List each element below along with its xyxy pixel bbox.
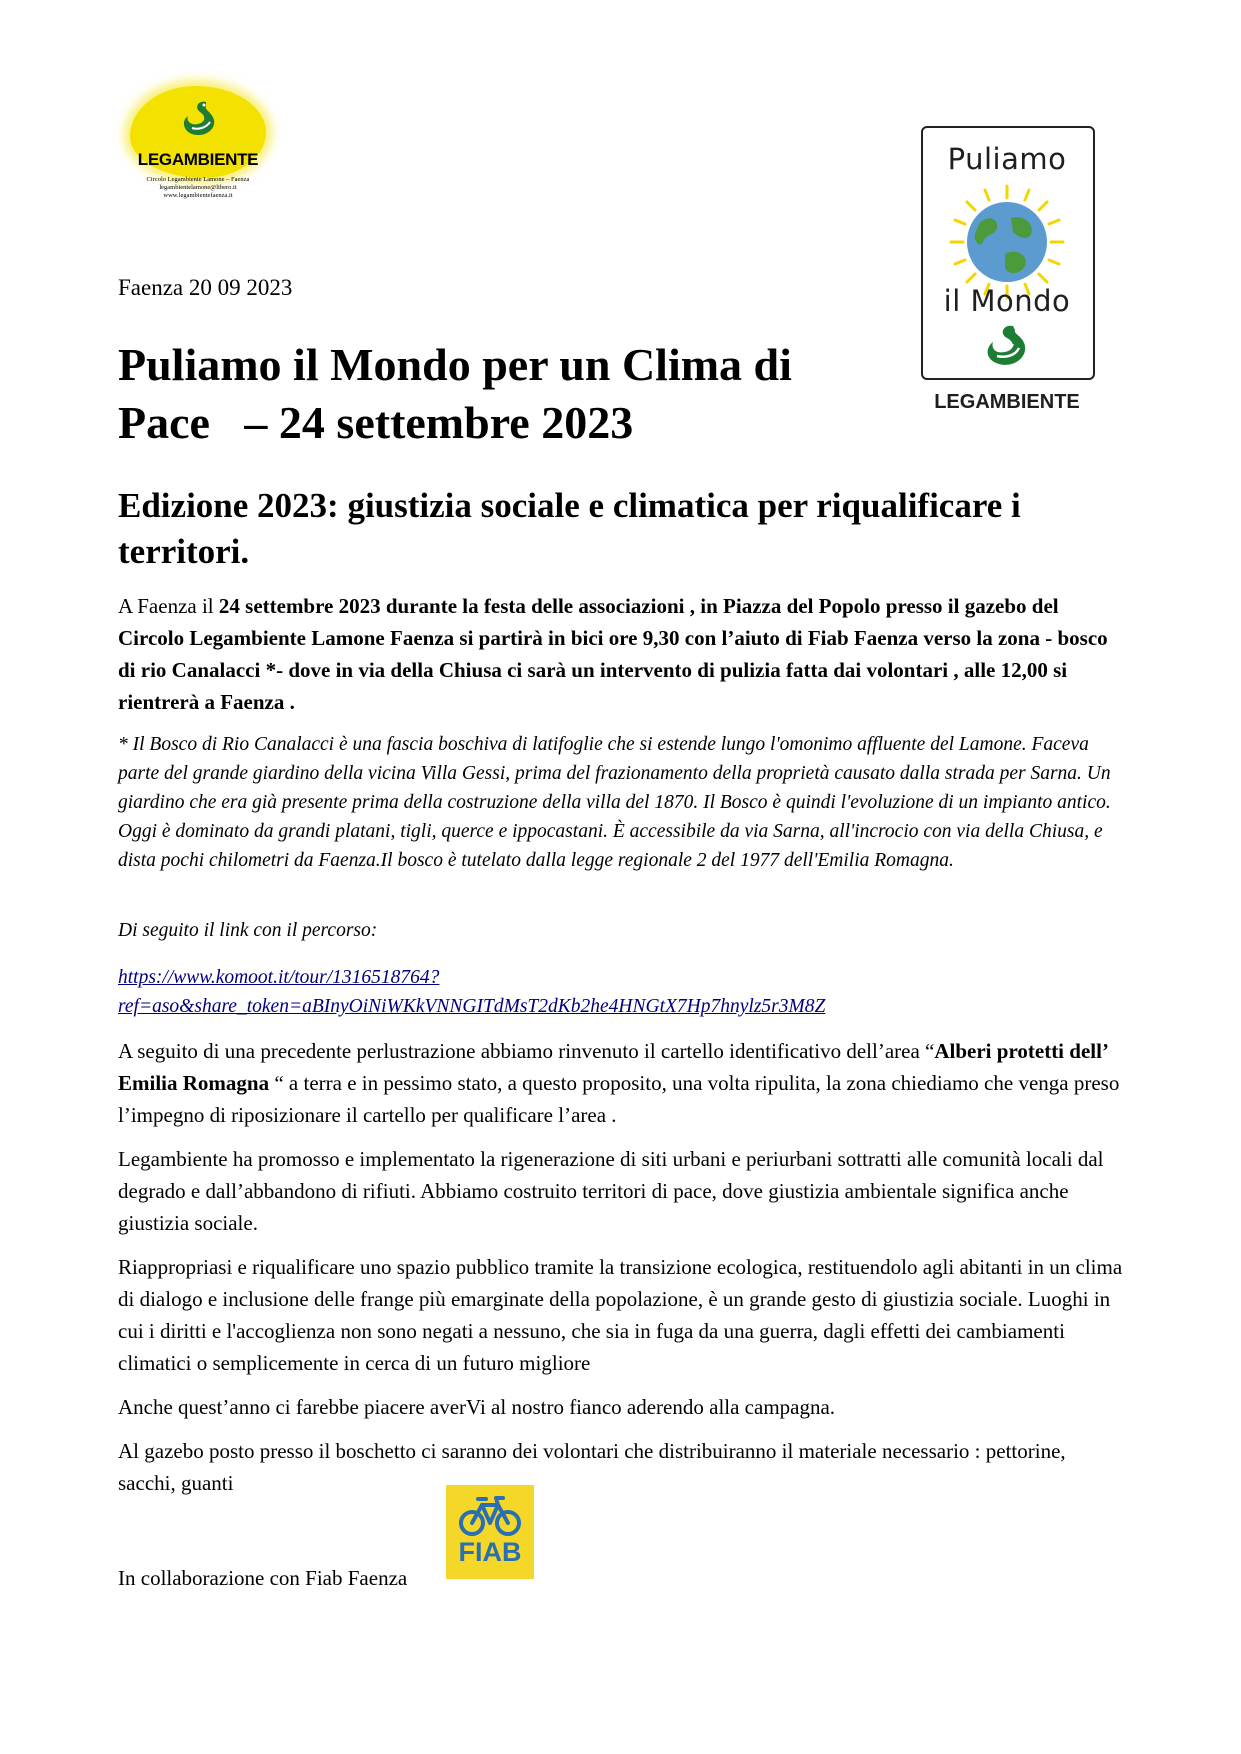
route-link[interactable] [118, 963, 1128, 1021]
intro-bold-text: 24 settembre 2023 durante la festa delle associazioni , in Piazza del Popolo presso il gazebo del Circolo Legambiente Lamone Faenza si partirà in bici ore 9,30 con l’aiuto di Fiab Faenza verso la zona - bosco di rio Canalacci *- dove in via della Chiusa ci sarà un intervento di pulizia fatta dai volontari , alle 12,00 si rientrerà a Faenza . [118, 594, 1108, 714]
document-date: Faenza 20 09 2023 [118, 275, 293, 300]
circolo-email: legambientelamone@libero.it [159, 184, 237, 191]
gazebo-paragraph: Al gazebo posto presso il boschetto ci saranno dei volontari che distribuiranno il materiale necessario : pettorine, sacchi, guanti [118, 1439, 1066, 1495]
collaboration-note: In collaborazione con Fiab Faenza [118, 1566, 408, 1590]
legambiente-paragraph: Legambiente ha promosso e implementato la rigenerazione di siti urbani e periurbani sottratti alle comunità locali dal degrado e dall’abbandono di rifiuti. Abbiamo costruito territori di pace, dove giustizia ambientale significa anche giustizia sociale. [118, 1147, 1104, 1235]
sign-paragraph [118, 1035, 1128, 1131]
puliamo-il-mondo-logo [919, 126, 1099, 428]
page-subtitle: Edizione 2023: giustizia sociale e climatica per riqualificare i territori. [118, 486, 1021, 571]
campaign-logo-line2: il Mondo [943, 284, 1071, 318]
route-link-line-2[interactable]: ref=aso&share_token=aBInyOiNiWKkVNNGITdMsT2dKb2he4HNGtX7Hp7hnylz5r3M8Z [118, 996, 826, 1017]
fiab-logo [446, 1485, 534, 1579]
swan-icon [176, 96, 224, 144]
sign-paragraph-suffix: “ a terra e in pessimo stato, a questo proposito, una volta ripulita, la zona chiediamo che venga preso l’impegno di riposizionare il cartello per qualificare l’area . [118, 1071, 1120, 1127]
riappropriasi-paragraph: Riappropriasi e riqualificare uno spazio pubblico tramite la transizione ecologica, restituendolo agli abitanti in un clima di dialogo e inclusione delle frange più emarginate della popolazione, è un grande gesto di giustizia sociale. Luoghi in cui i diritti e l'accoglienza non sono negati a nessuno, che sia in fuga da una guerra, dagli effetti dei cambiamenti climatici o semplicemente in cerca di un futuro migliore [118, 1255, 1123, 1375]
intro-paragraph [118, 590, 1128, 718]
campaign-logo-line1: Puliamo [947, 142, 1067, 176]
intro-prefix: A Faenza il [118, 594, 219, 618]
link-intro: Di seguito il link con il percorso: [118, 920, 378, 941]
title-line-1: Puliamo il Mondo per un Clima di [118, 339, 792, 390]
bicycle-icon [458, 1493, 522, 1537]
sign-paragraph-prefix: A seguito di una precedente perlustrazione abbiamo rinvenuto il cartello identificativo dell’area “ [118, 1039, 935, 1063]
route-link-line-1[interactable]: https://www.komoot.it/tour/1316518764? [118, 967, 440, 988]
title-line-2: Pace – 24 settembre 2023 [118, 397, 634, 448]
swan-icon [979, 322, 1035, 372]
fiab-logo-text: FIAB [458, 1537, 522, 1567]
campaign-invite-paragraph: Anche quest’anno ci farebbe piacere averVi al nostro fianco aderendo alla campagna. [118, 1395, 836, 1419]
circolo-website: www.legambientefaenza.it [163, 192, 233, 199]
circolo-name: Circolo Legambiente Lamone – Faenza [146, 176, 250, 183]
page-title [118, 336, 878, 452]
legambiente-logo-brand: LEGAMBIENTE [137, 150, 259, 169]
globe-sun-icon [949, 184, 1065, 300]
campaign-logo-brand: LEGAMBIENTE [934, 391, 1080, 413]
sign-paragraph-bold: Alberi protetti dell’ Emilia Romagna [118, 1039, 1108, 1095]
bosco-note: * Il Bosco di Rio Canalacci è una fascia boschiva di latifoglie che si estende lungo l'omonimo affluente del Lamone. Faceva parte del grande giardino della vicina Villa Gessi, prima del frazionamento della proprietà causato dalla strada per Sarna. Un giardino che era già presente prima della costruzione della villa del 1870. Il Bosco è quindi l'evoluzione di un impianto antico. Oggi è dominato da grandi platani, tigli, querce e ippocastani. È accessibile da via Sarna, all'incrocio con via della Chiusa, e dista pochi chilometri da Faenza.Il bosco è tutelato dalla legge regionale 2 del 1977 dell'Emilia Romagna. [118, 734, 1111, 871]
legambiente-logo [124, 82, 272, 210]
